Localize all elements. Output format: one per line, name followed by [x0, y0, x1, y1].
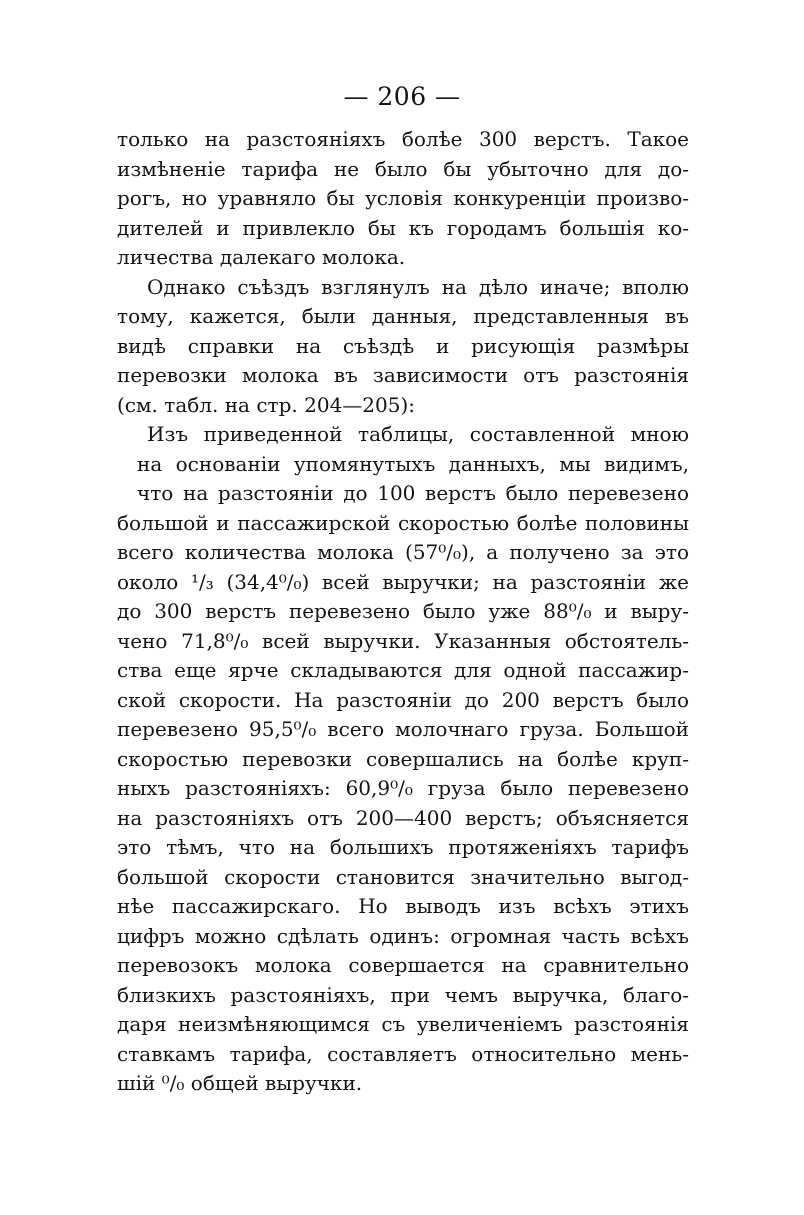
text-line: близкихъ разстояніяхъ, при чемъ выручка, благо-	[117, 982, 689, 1007]
text-line: ныхъ разстояніяхъ: 60,9⁰/₀ груза было перевезено	[117, 776, 689, 800]
text-line: рогъ, но уравняло бы условія конкуренціи произво-	[117, 186, 689, 210]
text-line: перевозокъ молока совершается на сравнительно	[117, 953, 689, 977]
paragraph-3	[117, 420, 689, 1099]
text-line: на разстояніяхъ отъ 200—400 верстъ; объясняется	[117, 805, 689, 830]
page-number: — 206 —	[343, 82, 461, 111]
body-text	[117, 125, 689, 1099]
text-line: шій ⁰/₀ общей выручки.	[117, 1071, 363, 1095]
text-line: перевозки молока въ зависимости отъ разстоянія	[117, 363, 689, 387]
text-line: видѣ справки на съѣздѣ и рисующія размѣры	[117, 333, 689, 358]
text-line: ставкамъ тарифа, составляетъ относительно мень-	[117, 1041, 689, 1066]
text-line: скоростью перевозки совершались на болѣе круп-	[117, 746, 689, 771]
text-line: только на разстояніяхъ болѣе 300 верстъ. Такое	[117, 127, 689, 151]
paragraph-2	[117, 273, 689, 421]
text-line: (см. табл. на стр. 204—205):	[117, 392, 416, 417]
text-line: тому, кажется, были данныя, представленныя въ	[117, 304, 689, 328]
text-line: измѣненіе тарифа не было бы убыточно для до-	[117, 156, 689, 181]
text-line: ства еще ярче складываются для одной пассажир-	[117, 658, 689, 682]
text-line: чено 71,8⁰/₀ всей выручки. Указанныя обстоятель-	[117, 628, 689, 653]
text-line: Однако съѣздъ взглянулъ на дѣло иначе; вполю	[147, 274, 689, 299]
text-line: большой скорости становится значительно выгод-	[117, 864, 689, 889]
text-line: около ¹/₃ (34,4⁰/₀) всей выручки; на разстояніи же	[117, 569, 689, 594]
paragraph-1	[117, 125, 689, 273]
text-line: большой и пассажирской скоростью болѣе половины	[117, 510, 689, 535]
text-line: даря неизмѣняющимся съ увеличеніемъ разстоянія	[117, 1012, 689, 1036]
text-line: перевезено 95,5⁰/₀ всего молочнаго груза. Большой	[117, 717, 689, 741]
text-line: ской скорости. На разстояніи до 200 верстъ было	[117, 687, 689, 712]
text-line: дителей и привлекло бы къ городамъ большія ко-	[117, 215, 689, 240]
text-line: это тѣмъ, что на большихъ протяженіяхъ тарифъ	[117, 835, 689, 859]
text-line: на основаніи упомянутыхъ данныхъ, мы видимъ,	[137, 451, 689, 476]
text-line: до 300 верстъ перевезено было уже 88⁰/₀ и выру-	[117, 599, 689, 623]
text-line: нѣе пассажирскаго. Но выводъ изъ всѣхъ этихъ	[117, 894, 689, 918]
text-line: Изъ приведенной таблицы, составленной мною	[147, 422, 689, 446]
text-line: цифръ можно сдѣлать одинъ: огромная часть всѣхъ	[117, 923, 689, 948]
text-line: личества далекаго молока.	[117, 245, 406, 269]
text-line: всего количества молока (57⁰/₀), а получено за это	[117, 540, 689, 564]
text-line: что на разстояніи до 100 верстъ было перевезено	[137, 481, 689, 505]
